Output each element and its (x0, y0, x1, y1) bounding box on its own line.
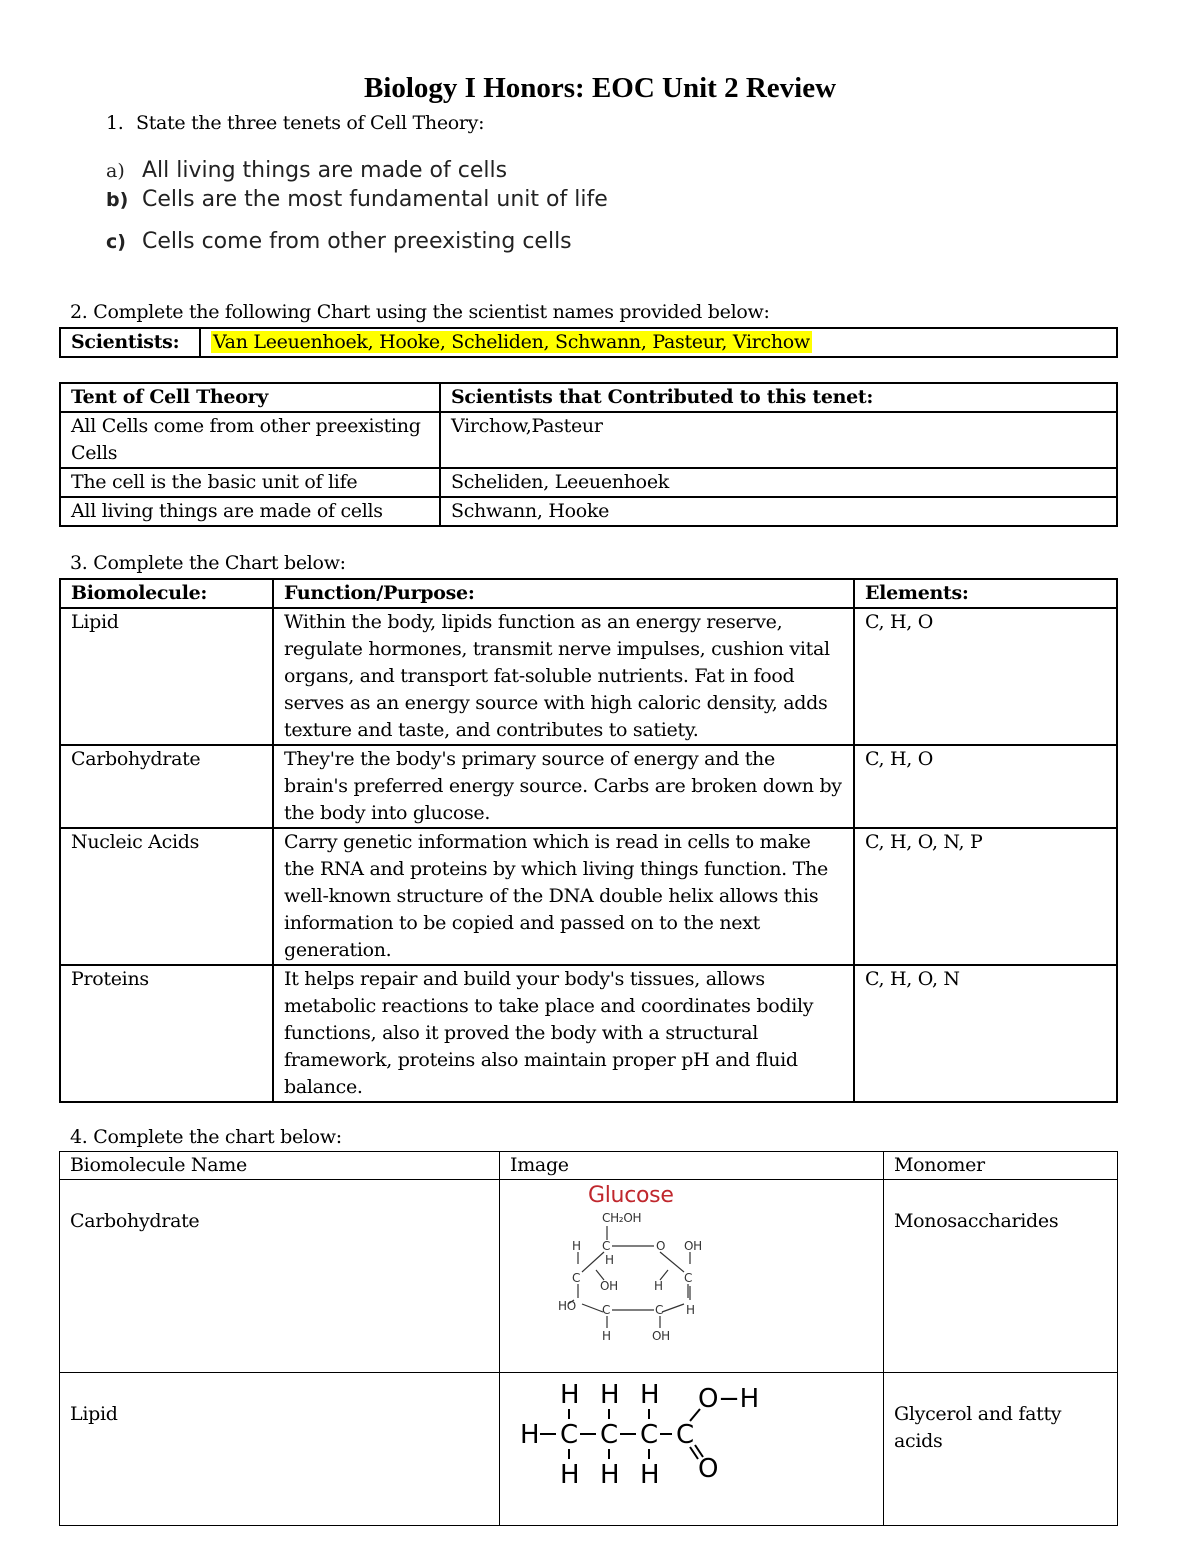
monomer-cell: Glycerol and fatty acids (884, 1373, 1118, 1526)
table-row (60, 965, 1117, 1102)
table-row (60, 608, 1117, 745)
answer-b (106, 187, 608, 212)
answer-a (106, 158, 507, 183)
image-cell (500, 1373, 884, 1526)
glucose-oxygen-label: O (656, 1239, 666, 1253)
elements-cell: C, H, O, N (854, 965, 1117, 1102)
glucose-hydroxyl-label: OH (684, 1239, 702, 1253)
table-row (60, 1373, 1118, 1526)
glucose-ch2oh-label: CH₂OH (602, 1211, 642, 1225)
scientists-cell: Scheliden, Leeuenhoek (440, 468, 1117, 497)
biomolecule-name-cell: Carbohydrate (60, 745, 273, 828)
scientists-label: Scientists: (60, 328, 200, 357)
elements-cell: C, H, O (854, 608, 1117, 745)
biomolecule-table-header (60, 579, 1117, 608)
question-2-text: 2. Complete the following Chart using the scientist names provided below: (70, 301, 770, 323)
monomer-cell: Monosaccharides (884, 1180, 1118, 1373)
function-header: Function/Purpose: (273, 579, 854, 608)
elements-cell: C, H, O, N, P (854, 828, 1117, 965)
page-title: Biology I Honors: EOC Unit 2 Review (363, 72, 837, 104)
lipid-structure-image (500, 1373, 880, 1497)
elements-cell: C, H, O (854, 745, 1117, 828)
monomer-table (59, 1151, 1118, 1526)
lipid-hydrogen-label: H (640, 1460, 660, 1490)
function-cell: They're the body's primary source of energy and the brain's preferred energy source. Carbs are broken down by the body into glucose. (273, 745, 854, 828)
glucose-hydroxyl-label: OH (600, 1279, 618, 1293)
glucose-carbon-label: C (684, 1271, 693, 1285)
lipid-hydrogen-label: H (600, 1380, 620, 1410)
biomolecule-name-cell: Lipid (60, 608, 273, 745)
glucose-hydroxyl-label: HO (558, 1299, 576, 1313)
glucose-hydrogen-label: H (602, 1329, 611, 1343)
biomolecule-name-cell: Carbohydrate (60, 1180, 500, 1373)
biomolecule-table (59, 578, 1118, 1103)
glucose-hydrogen-label: H (654, 1279, 663, 1293)
question-4-text: 4. Complete the chart below: (70, 1126, 342, 1148)
answer-a-text: All living things are made of cells (142, 158, 508, 183)
glucose-hydrogen-label: H (605, 1253, 614, 1267)
glucose-hydroxyl-label: OH (652, 1329, 670, 1343)
lipid-oxygen-label: O (698, 1454, 719, 1484)
answer-c-letter: c) (106, 231, 126, 253)
question-1 (106, 112, 484, 134)
tenet-cell: The cell is the basic unit of life (60, 468, 440, 497)
function-cell: It helps repair and build your body's tissues, allows metabolic reactions to take place and coordinates bodily functions, also it proved the body with a structural framework, proteins also maintain proper pH and fluid balance. (273, 965, 854, 1102)
scientists-cell: Virchow,Pasteur (440, 412, 1117, 468)
lipid-hydrogen-label: H (520, 1420, 540, 1450)
scientists-list-cell (200, 328, 1117, 357)
scientists-list: Van Leeuenhoek, Hooke, Scheliden, Schwann, Pasteur, Virchow (213, 331, 810, 353)
biomolecule-name-cell: Proteins (60, 965, 273, 1102)
question-1-number: 1. (106, 112, 124, 134)
tenet-header: Tent of Cell Theory (60, 383, 440, 412)
table-row (60, 412, 1117, 468)
lipid-hydroxyl-label: O−H (698, 1384, 759, 1414)
question-1-text: State the three tenets of Cell Theory: (136, 112, 485, 134)
lipid-carbon-label: C (640, 1420, 658, 1450)
table-row (60, 828, 1117, 965)
elements-header: Elements: (854, 579, 1117, 608)
biomolecule-name-header: Biomolecule Name (60, 1152, 500, 1180)
function-cell: Within the body, lipids function as an energy reserve, regulate hormones, transmit nerve impulses, cushion vital organs, and transport fat-soluble nutrients. Fat in food serves as an energy source with high caloric density, adds texture and taste, and contributes to satiety. (273, 608, 854, 745)
glucose-hydrogen-label: H (686, 1303, 695, 1317)
image-header: Image (500, 1152, 884, 1180)
glucose-hydrogen-label: H (572, 1239, 581, 1253)
lipid-carbon-label: C (560, 1420, 578, 1450)
glucose-carbon-label: C (572, 1271, 581, 1285)
tenet-table-header (60, 383, 1117, 412)
question-3-text: 3. Complete the Chart below: (70, 552, 346, 574)
biomolecule-name-cell: Nucleic Acids (60, 828, 273, 965)
glucose-structure-image (500, 1180, 880, 1344)
glucose-title: Glucose (588, 1183, 674, 1208)
answer-c (106, 229, 572, 254)
table-row (60, 1180, 1118, 1373)
table-row (60, 468, 1117, 497)
answer-a-letter: a) (106, 160, 125, 182)
answer-c-text: Cells come from other preexisting cells (142, 229, 572, 254)
lipid-hydrogen-label: H (640, 1380, 660, 1410)
lipid-hydrogen-label: H (560, 1460, 580, 1490)
function-cell: Carry genetic information which is read in cells to make the RNA and proteins by which living things function. The well-known structure of the DNA double helix allows this information to be copied and passed on to the next generation. (273, 828, 854, 965)
glucose-carbon-label: C (602, 1303, 611, 1317)
tenet-table (59, 382, 1118, 527)
lipid-carbon-label: C (676, 1420, 694, 1450)
scientists-table (59, 327, 1118, 358)
biomolecule-name-cell: Lipid (60, 1373, 500, 1526)
image-cell (500, 1180, 884, 1373)
biomolecule-header: Biomolecule: (60, 579, 273, 608)
scientists-cell: Schwann, Hooke (440, 497, 1117, 526)
answer-b-text: Cells are the most fundamental unit of life (142, 187, 608, 212)
lipid-carbon-label: C (600, 1420, 618, 1450)
answer-b-letter: b) (106, 189, 129, 211)
lipid-hydrogen-label: H (600, 1460, 620, 1490)
tenet-cell: All living things are made of cells (60, 497, 440, 526)
table-row (60, 745, 1117, 828)
scientists-header: Scientists that Contributed to this tenet: (440, 383, 1117, 412)
table-row (60, 497, 1117, 526)
lipid-hydrogen-label: H (560, 1380, 580, 1410)
glucose-carbon-label: C (655, 1303, 664, 1317)
glucose-carbon-label: C (602, 1239, 611, 1253)
monomer-table-header (60, 1152, 1118, 1180)
monomer-header: Monomer (884, 1152, 1118, 1180)
tenet-cell: All Cells come from other preexisting Cells (60, 412, 440, 468)
